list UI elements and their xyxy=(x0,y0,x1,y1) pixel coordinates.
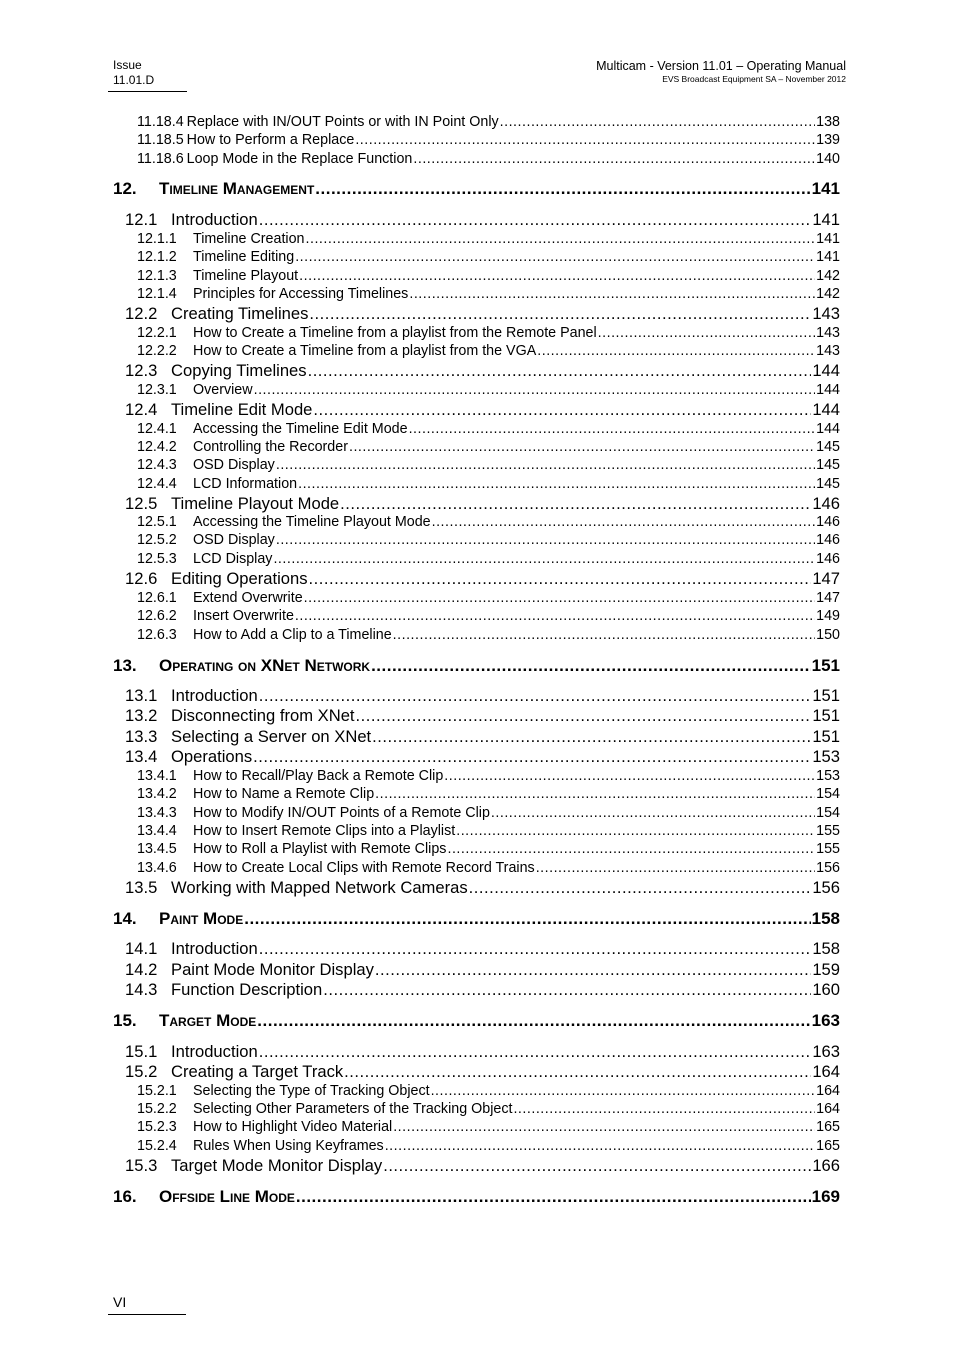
toc-number: 15.2.2 xyxy=(137,1101,177,1117)
toc-title: Operating on XNet Network xyxy=(159,656,371,675)
toc-page: 163 xyxy=(812,1042,840,1061)
toc-number: 15.1 xyxy=(125,1042,158,1061)
toc-subsection[interactable] xyxy=(137,859,840,877)
toc-page: 155 xyxy=(816,841,840,857)
toc-page: 150 xyxy=(816,627,840,643)
toc-section[interactable] xyxy=(125,727,840,747)
toc-chapter[interactable] xyxy=(113,909,840,929)
toc-section[interactable] xyxy=(125,1042,840,1062)
toc-number: 12.1.3 xyxy=(137,268,177,284)
toc-page: 143 xyxy=(812,304,840,323)
toc-leader xyxy=(491,804,815,822)
toc-number: 12.4.2 xyxy=(137,439,177,455)
toc-number: 13.4.6 xyxy=(137,860,177,876)
toc-leader xyxy=(513,1100,815,1118)
toc-title: Disconnecting from XNet xyxy=(171,706,355,725)
toc-page: 146 xyxy=(816,532,840,548)
toc-number: 12.1 xyxy=(125,210,158,229)
toc-subsection[interactable] xyxy=(137,1118,840,1136)
toc-section[interactable] xyxy=(125,569,840,589)
toc-leader xyxy=(306,230,816,248)
toc-page: 165 xyxy=(816,1119,840,1135)
toc-title: How to Name a Remote Clip xyxy=(193,786,375,802)
toc-title: Editing Operations xyxy=(171,569,308,588)
toc-title: How to Insert Remote Clips into a Playlist xyxy=(193,823,456,839)
issue-label: Issue xyxy=(113,58,142,72)
toc-number: 12.2.2 xyxy=(137,343,177,359)
toc-page: 164 xyxy=(816,1101,840,1117)
toc-number: 13. xyxy=(113,656,137,675)
toc-leader xyxy=(375,785,815,803)
toc-number: 13.3 xyxy=(125,727,158,746)
toc-subsection[interactable] xyxy=(137,285,840,303)
toc-subsection[interactable] xyxy=(137,513,840,531)
toc-subsection[interactable] xyxy=(137,267,840,285)
toc-page: 144 xyxy=(812,400,840,419)
toc-title: How to Roll a Playlist with Remote Clips xyxy=(193,841,447,857)
toc-number: 11.18.6 xyxy=(137,151,184,167)
toc-number: 13.4.2 xyxy=(137,786,177,802)
toc-subsection[interactable] xyxy=(137,822,840,840)
toc-subsection[interactable] xyxy=(137,342,840,360)
toc-page: 158 xyxy=(812,939,840,958)
toc-page: 144 xyxy=(812,361,840,380)
toc-page: 147 xyxy=(816,590,840,606)
toc-page: 143 xyxy=(816,343,840,359)
toc-subsection[interactable] xyxy=(137,550,840,568)
toc-leader xyxy=(259,939,812,959)
toc-title: OSD Display xyxy=(193,532,275,548)
toc-leader xyxy=(259,1042,812,1062)
toc-leader xyxy=(409,420,816,438)
toc-leader xyxy=(244,909,810,929)
toc-section[interactable] xyxy=(125,400,840,420)
toc-number: 14.1 xyxy=(125,939,158,958)
toc-number: 13.4.3 xyxy=(137,805,177,821)
toc-title: Insert Overwrite xyxy=(193,608,294,624)
toc-subsection[interactable] xyxy=(137,248,840,266)
toc-leader xyxy=(257,1011,810,1031)
toc-number: 12.6.1 xyxy=(137,590,177,606)
toc-number: 12.5 xyxy=(125,494,158,513)
toc-number: 14.2 xyxy=(125,960,158,979)
toc-subsection[interactable] xyxy=(137,381,840,399)
toc-title: Paint Mode Monitor Display xyxy=(171,960,374,979)
toc-number: 12.6 xyxy=(125,569,158,588)
toc-title: Timeline Creation xyxy=(193,231,305,247)
toc-page: 141 xyxy=(816,249,840,265)
toc-page: 141 xyxy=(816,231,840,247)
toc-number: 12.4 xyxy=(125,400,158,419)
toc-leader xyxy=(298,475,815,493)
toc-number: 15.3 xyxy=(125,1156,158,1175)
toc-number: 13.4.5 xyxy=(137,841,177,857)
toc-title: Offside Line Mode xyxy=(159,1187,295,1206)
toc-leader xyxy=(413,150,815,168)
toc-subsection[interactable] xyxy=(137,785,840,803)
toc-leader xyxy=(371,656,811,676)
toc-leader xyxy=(383,1156,811,1176)
toc-leader xyxy=(355,131,815,149)
toc-title: How to Add a Clip to a Timeline xyxy=(193,627,392,643)
toc-chapter[interactable] xyxy=(113,179,840,199)
toc-page: 139 xyxy=(816,132,840,148)
toc-subsection[interactable] xyxy=(137,804,840,822)
toc-leader xyxy=(309,569,812,589)
toc-page: 165 xyxy=(816,1138,840,1154)
toc-title: Function Description xyxy=(171,980,323,999)
toc-title: How to Perform a Replace xyxy=(186,132,355,148)
toc-page: 146 xyxy=(816,551,840,567)
toc-title: Target Mode xyxy=(159,1011,257,1030)
toc-leader xyxy=(431,1082,816,1100)
toc-page: 164 xyxy=(812,1062,840,1081)
toc-section[interactable] xyxy=(125,1156,840,1176)
toc-leader xyxy=(315,179,810,199)
issue-value: 11.01.D xyxy=(113,73,155,87)
toc-subsection[interactable] xyxy=(137,607,840,625)
toc-page: 141 xyxy=(812,210,840,229)
toc-subsection[interactable] xyxy=(137,1137,840,1155)
toc-title: How to Create Local Clips with Remote Record Trains xyxy=(193,860,535,876)
toc-page: 145 xyxy=(816,457,840,473)
toc-number: 13.5 xyxy=(125,878,158,897)
toc-subsection[interactable] xyxy=(137,113,840,131)
toc-title: How to Recall/Play Back a Remote Clip xyxy=(193,768,444,784)
toc-page: 153 xyxy=(816,768,840,784)
toc-chapter[interactable] xyxy=(113,1011,840,1031)
toc-number: 13.4.1 xyxy=(137,768,177,784)
toc-number: 12.3 xyxy=(125,361,158,380)
toc-leader xyxy=(598,324,815,342)
toc-subsection[interactable] xyxy=(137,1100,840,1118)
footer-rule xyxy=(108,1314,186,1315)
toc-number: 12. xyxy=(113,179,137,198)
toc-leader xyxy=(444,767,815,785)
toc-page: 163 xyxy=(811,1011,840,1030)
toc-title: OSD Display xyxy=(193,457,275,473)
toc-page: 146 xyxy=(812,494,840,513)
toc-subsection[interactable] xyxy=(137,626,840,644)
toc-page: 156 xyxy=(812,878,840,897)
toc-leader xyxy=(344,1062,811,1082)
toc-number: 12.1.4 xyxy=(137,286,177,302)
toc-number: 12.4.3 xyxy=(137,457,177,473)
toc-subsection[interactable] xyxy=(137,767,840,785)
toc-section[interactable] xyxy=(125,210,840,230)
toc-section[interactable] xyxy=(125,1062,840,1082)
toc-leader xyxy=(304,589,815,607)
toc-leader xyxy=(254,381,816,399)
toc-title: Introduction xyxy=(171,210,258,229)
toc-title: Timeline Playout Mode xyxy=(171,494,340,513)
toc-section[interactable] xyxy=(125,939,840,959)
toc-title: Timeline Editing xyxy=(193,249,295,265)
toc-page: 140 xyxy=(816,151,840,167)
toc-page: 149 xyxy=(816,608,840,624)
toc-page: 142 xyxy=(816,286,840,302)
toc-section[interactable] xyxy=(125,494,840,514)
toc-title: Selecting the Type of Tracking Object xyxy=(193,1083,430,1099)
toc-title: Creating Timelines xyxy=(171,304,309,323)
toc-leader xyxy=(447,840,815,858)
toc-leader xyxy=(536,859,815,877)
toc-title: How to Create a Timeline from a playlist from the Remote Panel xyxy=(193,325,597,341)
toc-section[interactable] xyxy=(125,980,840,1000)
toc-page: 151 xyxy=(812,686,840,705)
toc-leader xyxy=(299,267,815,285)
toc-number: 14. xyxy=(113,909,137,928)
company-line: EVS Broadcast Equipment SA – November 2012 xyxy=(662,74,846,84)
toc-page: 141 xyxy=(811,179,840,198)
toc-number: 12.6.3 xyxy=(137,627,177,643)
toc-page: 154 xyxy=(816,786,840,802)
toc-title: Selecting Other Parameters of the Tracking Object xyxy=(193,1101,513,1117)
toc-number: 12.4.1 xyxy=(137,421,177,437)
toc-leader xyxy=(259,686,812,706)
toc-title: How to Modify IN/OUT Points of a Remote Clip xyxy=(193,805,490,821)
toc-section[interactable] xyxy=(125,747,840,767)
page-footer xyxy=(113,1294,126,1310)
toc-title: Timeline Management xyxy=(159,179,315,198)
toc-chapter[interactable] xyxy=(113,1187,840,1207)
toc-number: 14.3 xyxy=(125,980,158,999)
toc-title: Overview xyxy=(193,382,253,398)
toc-leader xyxy=(340,494,811,514)
toc-title: Copying Timelines xyxy=(171,361,307,380)
toc-number: 12.2.1 xyxy=(137,325,177,341)
toc-subsection[interactable] xyxy=(137,131,840,149)
toc-page: 151 xyxy=(811,656,840,675)
toc-title: Introduction xyxy=(171,1042,258,1061)
toc-section[interactable] xyxy=(125,304,840,324)
toc-title: Working with Mapped Network Cameras xyxy=(171,878,468,897)
toc-subsection[interactable] xyxy=(137,589,840,607)
page-number: VI xyxy=(113,1294,127,1310)
toc-section[interactable] xyxy=(125,686,840,706)
toc-subsection[interactable] xyxy=(137,531,840,549)
toc-leader xyxy=(500,113,816,131)
toc-number: 13.4.4 xyxy=(137,823,177,839)
toc-number: 12.5.2 xyxy=(137,532,177,548)
toc-title: Replace with IN/OUT Points or with IN Point Only xyxy=(186,114,499,130)
toc-leader xyxy=(372,727,811,747)
toc-title: Accessing the Timeline Playout Mode xyxy=(193,514,431,530)
toc-page: 156 xyxy=(816,860,840,876)
toc-title: Paint Mode xyxy=(159,909,244,928)
toc-leader xyxy=(296,1187,811,1207)
toc-leader xyxy=(276,456,815,474)
toc-page: 145 xyxy=(816,476,840,492)
toc-leader xyxy=(273,550,815,568)
toc-title: Introduction xyxy=(171,686,258,705)
toc-subsection[interactable] xyxy=(137,150,840,168)
toc-number: 12.1.1 xyxy=(137,231,177,247)
toc-number: 15. xyxy=(113,1011,137,1030)
toc-number: 12.2 xyxy=(125,304,158,323)
toc-number: 15.2 xyxy=(125,1062,158,1081)
toc-leader xyxy=(385,1137,815,1155)
toc-title: Controlling the Recorder xyxy=(193,439,348,455)
toc-page: 164 xyxy=(816,1083,840,1099)
toc-page: 154 xyxy=(816,805,840,821)
toc-leader xyxy=(295,607,815,625)
toc-number: 15.2.1 xyxy=(137,1083,177,1099)
toc-leader xyxy=(295,248,815,266)
toc-page: 142 xyxy=(816,268,840,284)
toc-leader xyxy=(356,706,812,726)
toc-number: 12.1.2 xyxy=(137,249,177,265)
toc-title: Extend Overwrite xyxy=(193,590,303,606)
toc-leader xyxy=(469,878,812,898)
toc-page: 169 xyxy=(811,1187,840,1206)
toc-leader xyxy=(537,342,815,360)
toc-subsection[interactable] xyxy=(137,456,840,474)
toc-page: 143 xyxy=(816,325,840,341)
toc-page: 147 xyxy=(812,569,840,588)
toc-title: LCD Display xyxy=(193,551,273,567)
toc-title: Introduction xyxy=(171,939,258,958)
toc-page: 138 xyxy=(816,114,840,130)
toc-page: 151 xyxy=(812,706,840,725)
toc-page: 155 xyxy=(816,823,840,839)
toc-leader xyxy=(308,361,812,381)
toc-section[interactable] xyxy=(125,361,840,381)
toc-leader xyxy=(309,304,811,324)
toc-number: 12.3.1 xyxy=(137,382,177,398)
toc-subsection[interactable] xyxy=(137,1082,840,1100)
toc-number: 12.4.4 xyxy=(137,476,177,492)
toc-leader xyxy=(276,531,815,549)
manual-title: Multicam - Version 11.01 – Operating Manual xyxy=(596,59,846,73)
toc-leader xyxy=(432,513,816,531)
toc-leader xyxy=(393,626,815,644)
toc-title: How to Create a Timeline from a playlist from the VGA xyxy=(193,343,537,359)
toc-leader xyxy=(409,285,815,303)
toc-subsection[interactable] xyxy=(137,438,840,456)
toc-title: Loop Mode in the Replace Function xyxy=(186,151,413,167)
toc-number: 13.2 xyxy=(125,706,158,725)
toc-subsection[interactable] xyxy=(137,475,840,493)
toc-number: 15.2.3 xyxy=(137,1119,177,1135)
toc-number: 13.1 xyxy=(125,686,158,705)
toc-title: Selecting a Server on XNet xyxy=(171,727,372,746)
toc-title: Creating a Target Track xyxy=(171,1062,344,1081)
toc-number: 12.6.2 xyxy=(137,608,177,624)
toc-subsection[interactable] xyxy=(137,230,840,248)
toc-subsection[interactable] xyxy=(137,840,840,858)
toc-title: Timeline Playout xyxy=(193,268,299,284)
toc-leader xyxy=(349,438,815,456)
toc-title: Operations xyxy=(171,747,253,766)
toc-page: 159 xyxy=(812,960,840,979)
toc-title: How to Highlight Video Material xyxy=(193,1119,393,1135)
toc-title: Timeline Edit Mode xyxy=(171,400,313,419)
toc-leader xyxy=(393,1118,815,1136)
toc-leader xyxy=(259,210,812,230)
toc-title: Accessing the Timeline Edit Mode xyxy=(193,421,408,437)
toc-chapter[interactable] xyxy=(113,656,840,676)
toc-page: 144 xyxy=(816,382,840,398)
toc-page: 153 xyxy=(812,747,840,766)
toc-leader xyxy=(375,960,811,980)
toc-page: 151 xyxy=(812,727,840,746)
toc-section[interactable] xyxy=(125,706,840,726)
toc-leader xyxy=(456,822,815,840)
toc-number: 12.5.1 xyxy=(137,514,177,530)
toc-number: 12.5.3 xyxy=(137,551,177,567)
toc-page: 158 xyxy=(811,909,840,928)
toc-subsection[interactable] xyxy=(137,324,840,342)
toc-title: Principles for Accessing Timelines xyxy=(193,286,409,302)
toc-section[interactable] xyxy=(125,960,840,980)
toc-page: 160 xyxy=(812,980,840,999)
toc-number: 15.2.4 xyxy=(137,1138,177,1154)
toc-number: 16. xyxy=(113,1187,137,1206)
toc-page: 145 xyxy=(816,439,840,455)
toc-leader xyxy=(253,747,811,767)
toc-leader xyxy=(313,400,811,420)
toc-subsection[interactable] xyxy=(137,420,840,438)
toc-title: Target Mode Monitor Display xyxy=(171,1156,383,1175)
toc-number: 11.18.4 xyxy=(137,114,184,130)
toc-title: LCD Information xyxy=(193,476,298,492)
toc-page: 144 xyxy=(816,421,840,437)
toc-title: Rules When Using Keyframes xyxy=(193,1138,384,1154)
toc-page: 166 xyxy=(812,1156,840,1175)
toc-number: 13.4 xyxy=(125,747,158,766)
toc-section[interactable] xyxy=(125,878,840,898)
toc-number: 11.18.5 xyxy=(137,132,184,148)
toc-leader xyxy=(323,980,811,1000)
toc-page: 146 xyxy=(816,514,840,530)
